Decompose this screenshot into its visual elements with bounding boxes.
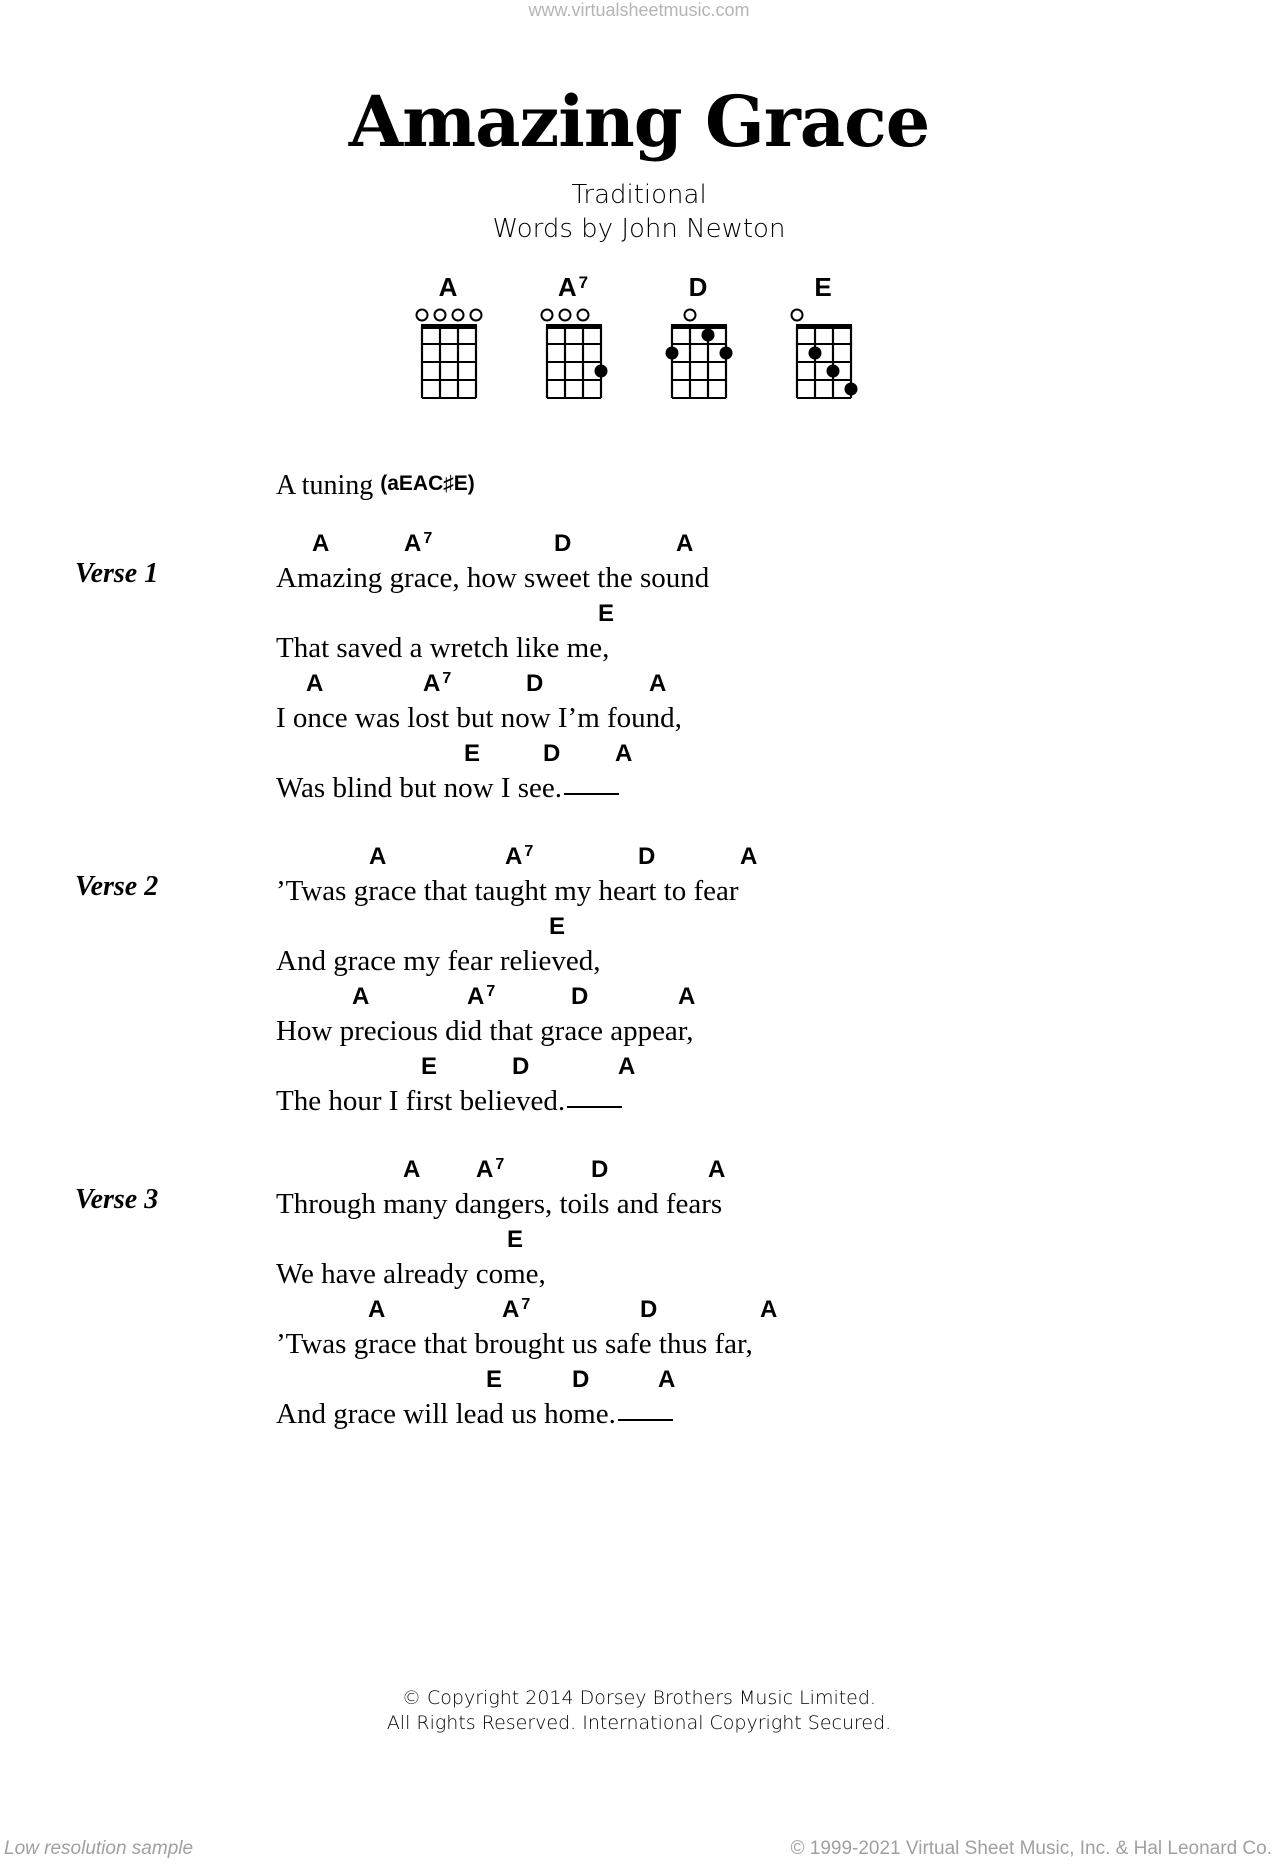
finger-dot [702, 329, 715, 342]
chord-symbol [618, 1053, 635, 1081]
lyric-text [276, 1085, 622, 1118]
chord-diagram-name [413, 272, 483, 303]
chord-symbol [369, 843, 386, 871]
chord-symbol [543, 740, 560, 768]
chord-diagram-root: E [814, 272, 832, 302]
chord-symbol [505, 843, 533, 871]
chord-diagram-name [788, 272, 858, 303]
chord-symbol [512, 1053, 529, 1081]
open-string-marker [453, 310, 464, 321]
chord-symbol [678, 983, 695, 1011]
chord-symbol [640, 1296, 657, 1324]
lyric-words: ’Twas grace that taught my heart to fear [276, 875, 739, 907]
finger-dot [666, 347, 679, 360]
chord-symbol-name: A [678, 983, 696, 1010]
lyric-words: And grace my fear relieved, [276, 945, 601, 977]
chord-symbol [421, 1053, 437, 1081]
chord-symbol-name: A [760, 1296, 778, 1323]
lyric-line [276, 913, 1076, 983]
lyric-line [276, 740, 1076, 810]
lyric-text [276, 632, 609, 665]
finger-dot [720, 347, 733, 360]
chord-symbol-extension: 7 [524, 843, 534, 860]
chord-nut [671, 324, 727, 329]
chord-nut [546, 324, 602, 329]
finger-dot [827, 365, 840, 378]
open-string-marker [685, 310, 696, 321]
lyric-words: And grace will lead us home. [276, 1398, 616, 1430]
chord-symbol [486, 1366, 502, 1394]
chord-symbol [467, 983, 495, 1011]
tuning-label [276, 470, 475, 502]
copyright-line-2: All Rights Reserved. International Copyright Secured. [386, 1712, 892, 1734]
lyric-text [276, 1188, 722, 1221]
chord-diagram-extension: 7 [578, 273, 589, 292]
chord-symbol-name: E [507, 1226, 524, 1253]
lyric-line [276, 1226, 1076, 1296]
open-string-marker [417, 310, 428, 321]
chord-symbol-name: D [638, 843, 656, 870]
lyric-line [276, 670, 1076, 740]
chord-grid [788, 304, 868, 434]
lyric-words: Through many dangers, toils and fears [276, 1188, 723, 1220]
finger-dot [809, 347, 822, 360]
chord-symbol [708, 1156, 725, 1184]
watermark-url: www.virtualsheetmusic.com [528, 0, 750, 20]
chord-symbol-name: A [312, 530, 330, 557]
open-string-marker [542, 310, 553, 321]
lyric-text [276, 1015, 694, 1048]
chord-symbol-name: A [649, 670, 667, 697]
song-title: Amazing Grace [348, 80, 930, 163]
lyric-text [276, 1328, 753, 1361]
lyric-text [276, 772, 619, 805]
chord-symbol-name: D [572, 1366, 590, 1393]
lyric-words: That saved a wretch like me, [276, 632, 610, 664]
chord-grid [538, 304, 618, 434]
chord-symbol [423, 670, 451, 698]
chord-symbol-name: A [476, 1156, 494, 1183]
chord-symbol [571, 983, 588, 1011]
chord-symbol-name: E [421, 1053, 438, 1080]
lyric-words: I once was lost but now I’m found, [276, 702, 682, 734]
copyright-line-1: © Copyright 2014 Dorsey Brothers Music Limited. [402, 1687, 876, 1709]
lyric-line [276, 530, 1076, 600]
chord-symbol [312, 530, 329, 558]
chord-symbol-name: A [404, 530, 422, 557]
chord-symbol-name: D [554, 530, 572, 557]
chord-grid [413, 304, 493, 434]
chord-symbol [615, 740, 632, 768]
chord-symbol-name: A [369, 843, 387, 870]
open-string-marker [435, 310, 446, 321]
melisma-extender-line [564, 792, 619, 795]
open-string-marker [792, 310, 803, 321]
chord-symbol [638, 843, 655, 871]
chord-symbol-name: D [640, 1296, 658, 1323]
chord-symbol-name: D [512, 1053, 530, 1080]
chord-symbol-name: A [352, 983, 370, 1010]
verse-2-label: Verse 2 [75, 871, 159, 902]
chord-symbol-name: E [598, 600, 615, 627]
open-string-marker [471, 310, 482, 321]
lyric-words: Was blind but now I see. [276, 772, 563, 804]
chord-diagram-name [663, 272, 733, 303]
lyric-words: How precious did that grace appear, [276, 1015, 694, 1047]
lyric-line [276, 843, 1076, 913]
chord-symbol [572, 1366, 589, 1394]
chord-grid [663, 304, 743, 434]
chord-symbol-extension: 7 [486, 983, 496, 1000]
credit-composer: Traditional [571, 180, 707, 210]
chord-symbol [649, 670, 666, 698]
chord-symbol [368, 1296, 385, 1324]
chord-symbol-name: A [502, 1296, 520, 1323]
chord-symbol [502, 1296, 530, 1324]
chord-symbol-name: D [543, 740, 561, 767]
chord-symbol-extension: 7 [442, 670, 452, 687]
chord-symbol-name: E [464, 740, 481, 767]
chord-symbol [306, 670, 323, 698]
chord-symbol-name: D [571, 983, 589, 1010]
chord-symbol [403, 1156, 420, 1184]
chord-symbol [598, 600, 614, 628]
melisma-extender-line [567, 1105, 622, 1108]
chord-symbol [554, 530, 571, 558]
lyric-text [276, 702, 682, 735]
lyric-words: Amazing grace, how sweet the sound [276, 562, 710, 594]
site-copyright: © 1999-2021 Virtual Sheet Music, Inc. & Hal Leonard Co. [790, 1838, 1272, 1859]
chord-symbol-name: A [467, 983, 485, 1010]
chord-symbol [658, 1366, 675, 1394]
chord-symbol [464, 740, 480, 768]
finger-dot [595, 365, 608, 378]
chord-symbol [526, 670, 543, 698]
chord-symbol-name: A [306, 670, 324, 697]
low-res-notice: Low resolution sample [4, 1838, 194, 1859]
lyric-text [276, 1258, 546, 1291]
lyric-line [276, 1053, 1076, 1123]
open-string-marker [560, 310, 571, 321]
lyric-line [276, 600, 1076, 670]
chord-symbol-extension: 7 [423, 530, 433, 547]
lyric-line [276, 1366, 1076, 1436]
lyric-words: ’Twas grace that brought us safe thus far, [276, 1328, 753, 1360]
chord-symbol-name: A [658, 1366, 676, 1393]
chord-symbol-name: D [591, 1156, 609, 1183]
tuning-notes: (aEAC♯E) [380, 472, 475, 495]
lyric-line [276, 1156, 1076, 1226]
chord-symbol [591, 1156, 608, 1184]
chord-diagram-root: D [688, 272, 708, 302]
chord-symbol-extension: 7 [495, 1156, 505, 1173]
chord-symbol [740, 843, 757, 871]
finger-dot [845, 383, 858, 396]
chord-symbol [476, 1156, 504, 1184]
chord-symbol-name: A [676, 530, 694, 557]
chord-symbol-name: A [423, 670, 441, 697]
lyric-line [276, 1296, 1076, 1366]
melisma-extender-line [618, 1418, 673, 1421]
lyric-line [276, 983, 1076, 1053]
chord-symbol [676, 530, 693, 558]
chord-nut [796, 324, 852, 329]
chord-diagram-root: A [438, 272, 458, 302]
chord-diagram-name [538, 272, 608, 303]
chord-nut [421, 324, 477, 329]
lyric-words: The hour I first believed. [276, 1085, 566, 1117]
chord-symbol-name: D [526, 670, 544, 697]
chord-symbol [507, 1226, 523, 1254]
chord-symbol-name: E [549, 913, 566, 940]
open-string-marker [578, 310, 589, 321]
lyric-text [276, 1398, 673, 1431]
chord-symbol-name: A [740, 843, 758, 870]
chord-symbol-name: A [618, 1053, 636, 1080]
lyric-text [276, 562, 709, 595]
credit-lyricist: Words by John Newton [492, 214, 786, 244]
chord-symbol-name: A [615, 740, 633, 767]
verse-1-label: Verse 1 [75, 558, 159, 589]
chord-symbol-extension: 7 [521, 1296, 531, 1313]
lyric-text [276, 945, 600, 978]
chord-symbol-name: A [368, 1296, 386, 1323]
chord-symbol-name: A [505, 843, 523, 870]
chord-symbol [549, 913, 565, 941]
lyric-text [276, 875, 739, 908]
chord-symbol-name: E [486, 1366, 503, 1393]
lyric-words: We have already come, [276, 1258, 546, 1290]
chord-symbol [404, 530, 432, 558]
chord-symbol-name: A [708, 1156, 726, 1183]
chord-symbol-name: A [403, 1156, 421, 1183]
tuning-text: A tuning [276, 470, 374, 501]
chord-symbol [352, 983, 369, 1011]
chord-symbol [760, 1296, 777, 1324]
chord-diagram-root: A [557, 272, 577, 302]
verse-3-label: Verse 3 [75, 1184, 159, 1215]
